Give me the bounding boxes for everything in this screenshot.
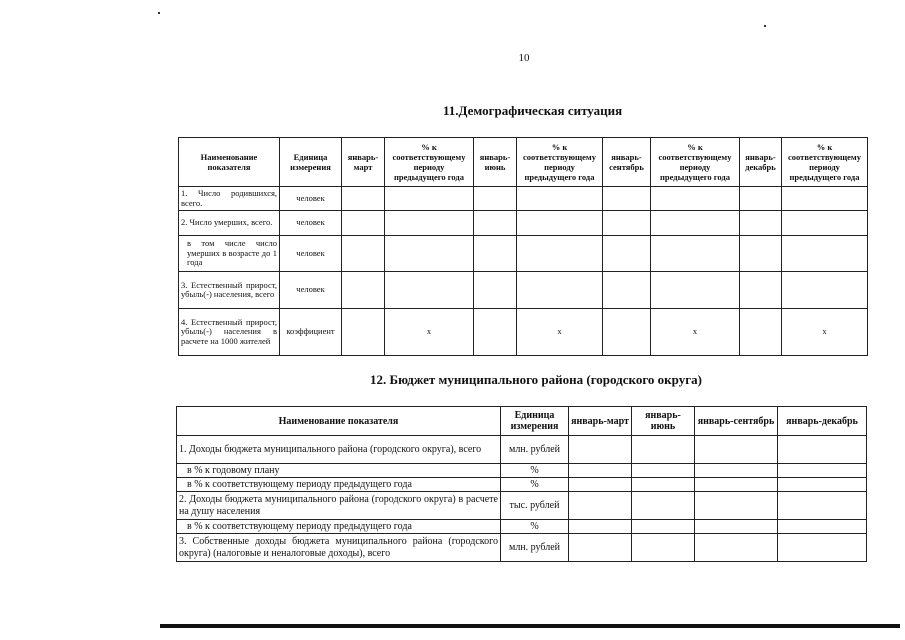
col-header-jan-sep: январь-сентябрь — [603, 138, 651, 187]
x-mark: x — [385, 309, 474, 356]
page-number: 10 — [518, 52, 530, 64]
col-header-jan-jun: январь-июнь — [632, 407, 695, 436]
row-unit: коэффициент — [280, 309, 342, 356]
col-header-jan-mar: январь-март — [342, 138, 385, 187]
section-12-title: 12. Бюджет муниципального района (городского округа) — [370, 372, 702, 387]
header-row — [177, 407, 867, 436]
row-unit: человек — [280, 187, 342, 211]
x-mark: x — [782, 309, 868, 356]
row-unit: % — [501, 520, 569, 534]
scan-speck — [764, 25, 766, 27]
table-row — [179, 272, 868, 309]
col-header-unit: Единица измерения — [280, 138, 342, 187]
row-label: в % к годовому плану — [177, 464, 501, 478]
row-label: 2. Число умерших, всего. — [179, 211, 280, 236]
row-unit: млн. рублей — [501, 534, 569, 562]
col-header-jan-mar: январь-март — [569, 407, 632, 436]
col-header-name: Наименование показателя — [179, 138, 280, 187]
x-mark: x — [517, 309, 603, 356]
col-header-pct-3: % к соответствующему периоду предыдущего года — [651, 138, 740, 187]
header-row — [179, 138, 868, 187]
bottom-rule — [160, 624, 900, 628]
row-label: в % к соответствующему периоду предыдущего года — [177, 478, 501, 492]
table-row — [177, 492, 867, 520]
col-header-pct-2: % к соответствующему периоду предыдущего года — [517, 138, 603, 187]
section-11-title: 11.Демографическая ситуация — [443, 103, 623, 118]
scan-speck — [158, 12, 160, 14]
table-row — [179, 187, 868, 211]
table-row — [177, 436, 867, 464]
col-header-jan-sep: январь-сентябрь — [695, 407, 778, 436]
budget-table — [176, 406, 867, 562]
col-header-jan-dec: январь-декабрь — [778, 407, 867, 436]
table-row — [179, 309, 868, 356]
row-unit: человек — [280, 272, 342, 309]
table-row — [177, 534, 867, 562]
col-header-pct-4: % к соответствующему периоду предыдущего года — [782, 138, 868, 187]
row-unit: человек — [280, 236, 342, 272]
row-label: 1. Доходы бюджета муниципального района (городского округа), всего — [177, 436, 501, 464]
col-header-unit: Единица измерения — [501, 407, 569, 436]
col-header-name: Наименование показателя — [177, 407, 501, 436]
row-unit: человек — [280, 211, 342, 236]
table-row — [177, 520, 867, 534]
row-label: 3. Собственные доходы бюджета муниципального района (городского округа) (налоговые и неналоговые доходы), всего — [177, 534, 501, 562]
table-row — [179, 236, 868, 272]
row-unit: % — [501, 464, 569, 478]
row-label: 1. Число родившихся, всего. — [179, 187, 280, 211]
row-unit: тыс. рублей — [501, 492, 569, 520]
col-header-jan-jun: январь-июнь — [474, 138, 517, 187]
row-label: 3. Естественный прирост, убыль(-) населения, всего — [179, 272, 280, 309]
table-row — [177, 478, 867, 492]
row-unit: млн. рублей — [501, 436, 569, 464]
col-header-jan-dec: январь-декабрь — [740, 138, 782, 187]
row-label: 2. Доходы бюджета муниципального района (городского округа) в расчете на душу населения — [177, 492, 501, 520]
row-label: 4. Естественный прирост, убыль(-) населения в расчете на 1000 жителей — [179, 309, 280, 356]
col-header-pct-1: % к соответствующему периоду предыдущего года — [385, 138, 474, 187]
row-label: в том числе число умерших в возрасте до 1 года — [179, 236, 280, 272]
demographic-table — [178, 137, 868, 356]
table-row — [179, 211, 868, 236]
row-unit: % — [501, 478, 569, 492]
row-label: в % к соответствующему периоду предыдущего года — [177, 520, 501, 534]
table-row — [177, 464, 867, 478]
x-mark: x — [651, 309, 740, 356]
